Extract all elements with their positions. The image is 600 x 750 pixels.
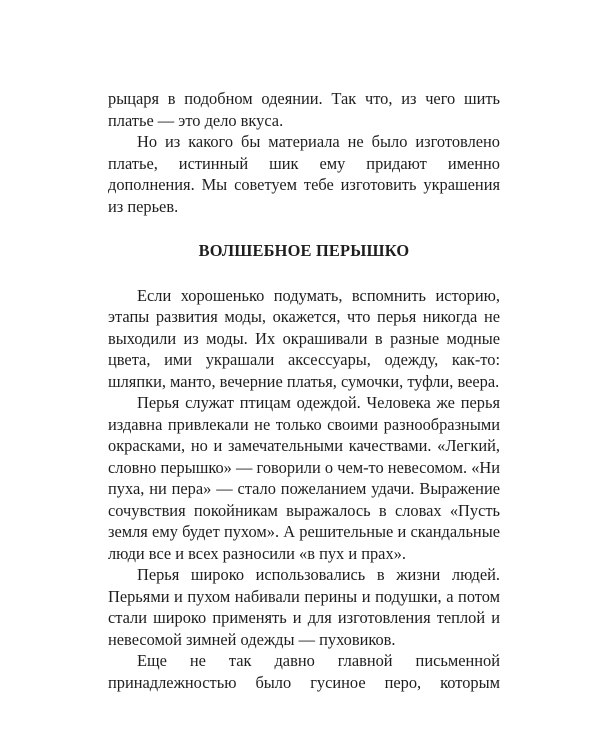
paragraph: Перья служат птицам одеждой. Человека же перья издавна привлекали не только своими разнообразными окрасками, но и замечательными качествами. «Легкий, словно перышко» — говорили о чем-то невесомом. «Ни пуха, ни пера» — стало пожеланием удачи. Выражение сочувствия покойникам выражалось в словах «Пусть земля ему будет пухом». А решительные и скандальные люди все и всех разносили «в пух и прах». — [108, 393, 500, 563]
paragraph-continued: рыцаря в подобном одеянии. Так что, из чего шить платье — это дело вкуса. — [108, 89, 500, 130]
paragraph-truncated: Еще не так давно главной письменной принадлежностью было гусиное перо, которым — [108, 651, 500, 692]
paragraph: Но из какого бы материала не было изготовлено платье, истинный шик ему придают именно дополнения. Мы советуем тебе изготовить украшения из перьев. — [108, 132, 500, 216]
book-page — [108, 88, 500, 693]
paragraph: Если хорошенько подумать, вспомнить историю, этапы развития моды, окажется, что перья никогда не выходили из моды. Их окрашивали в разные модные цвета, ими украшали аксессуары, одежду, как-то: шляпки, манто, вечерние платья, сумочки, туфли, веера. — [108, 285, 500, 391]
paragraph: Перья широко использовались в жизни людей. Перьями и пухом набивали перины и подушки, а потом стали широко применять и для изготовления теплой и невесомой зимней одежды — пуховиков. — [108, 565, 500, 649]
section-title: ВОЛШЕБНОЕ ПЕРЫШКО — [198, 241, 410, 260]
